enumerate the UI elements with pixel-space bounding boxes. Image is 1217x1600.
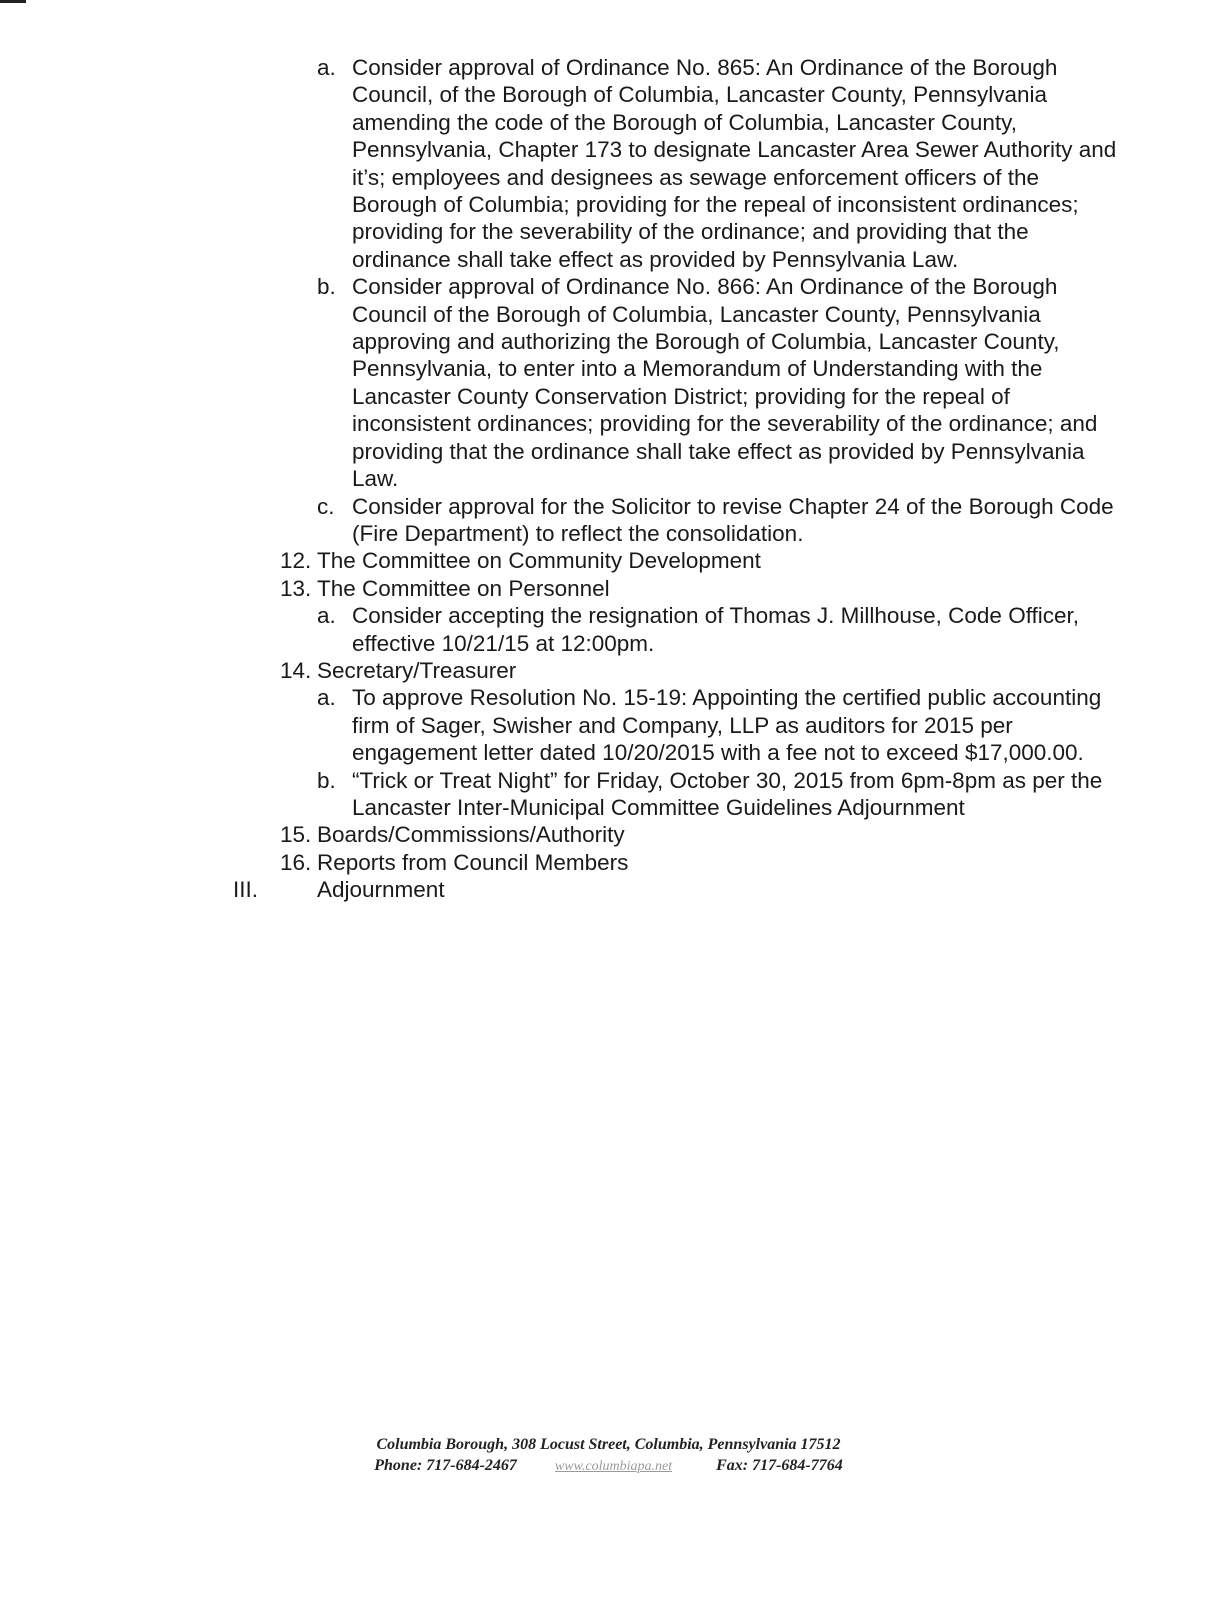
agenda-item-text: To approve Resolution No. 15-19: Appointing the certified public accounting firm of Sager, Swisher and Company, LLP as auditors for 2015 per engagement letter dated 10/20/2015 with a fee not to exceed $17,000.00. xyxy=(352,685,1102,766)
section-title: Adjournment xyxy=(317,877,445,903)
agenda-item-13a xyxy=(0,602,1217,657)
agenda-item-15 xyxy=(0,821,1217,848)
list-marker: a. xyxy=(317,55,336,80)
list-marker: 16. xyxy=(280,849,312,875)
agenda-item-text: Consider accepting the resignation of Thomas J. Millhouse, Code Officer, effective 10/21/15 at 12:00pm. xyxy=(352,603,1080,656)
list-marker: a. xyxy=(317,603,336,629)
list-marker: 14. xyxy=(280,657,312,683)
agenda-item-text: Consider approval for the Solicitor to revise Chapter 24 of the Borough Code (Fire Department) to reflect the consolidation. xyxy=(352,493,1114,546)
agenda-section-adjournment xyxy=(0,876,1217,903)
agenda-item-text: Secretary/Treasurer xyxy=(317,657,517,683)
list-marker: b. xyxy=(317,274,336,300)
roman-numeral-marker: III. xyxy=(233,877,259,903)
footer-address: Columbia Borough, 308 Locust Street, Columbia, Pennsylvania 17512 xyxy=(376,1436,841,1453)
agenda-item-text: Consider approval of Ordinance No. 865: An Ordinance of the Borough Council, of the Borough of Columbia, Lancaster County, Pennsylvania amending the code of the Borough of Columbia, Lancaster County, Pennsylvania, Chapter 173 to designate Lancaster Area Sewer Authority and it’s; employees and designees as sewage enforcement officers of the Borough of Columbia; providing for the repeal of inconsistent ordinances; providing for the severability of the ordinance; and providing that the ordinance shall take effect as provided by Pennsylvania Law. xyxy=(352,55,1117,272)
agenda-item-14b xyxy=(0,767,1217,822)
list-marker: 13. xyxy=(280,575,312,601)
scan-edge-mark xyxy=(0,0,26,3)
agenda-item-text: Reports from Council Members xyxy=(317,849,629,875)
agenda-item-14 xyxy=(0,657,1217,684)
list-marker: b. xyxy=(317,767,336,793)
agenda-item-11c xyxy=(0,493,1217,548)
footer-phone: Phone: 717-684-2467 xyxy=(374,1457,517,1474)
agenda-item-11b xyxy=(0,273,1217,492)
agenda-item-14a xyxy=(0,684,1217,766)
agenda-item-text: The Committee on Community Development xyxy=(317,548,761,574)
agenda-item-text: The Committee on Personnel xyxy=(317,575,610,601)
list-marker: c. xyxy=(317,493,335,519)
list-marker: 12. xyxy=(280,548,312,574)
list-marker: a. xyxy=(317,685,336,711)
footer-contact xyxy=(0,1457,1217,1475)
agenda-item-11a xyxy=(0,54,1217,273)
agenda-item-13 xyxy=(0,575,1217,602)
agenda-item-text: “Trick or Treat Night” for Friday, October 30, 2015 from 6pm-8pm as per the Lancaster Inter-Municipal Committee Guidelines Adjournment xyxy=(352,767,1103,820)
footer-fax: Fax: 717-684-7764 xyxy=(716,1457,843,1474)
agenda-item-12 xyxy=(0,547,1217,574)
agenda-item-text: Consider approval of Ordinance No. 866: An Ordinance of the Borough Council of the Borough of Columbia, Lancaster County, Pennsylvania approving and authorizing the Borough of Columbia, Lancaster County, Pennsylvania, to enter into a Memorandum of Understanding with the Lancaster County Conservation District; providing for the repeal of inconsistent ordinances; providing for the severability of the ordinance; and providing that the ordinance shall take effect as provided by Pennsylvania Law. xyxy=(352,274,1098,492)
footer-website-link[interactable]: www.columbiapa.net xyxy=(554,1459,673,1474)
agenda-item-16 xyxy=(0,849,1217,876)
agenda-list xyxy=(0,54,1217,904)
agenda-item-text: Boards/Commissions/Authority xyxy=(317,822,625,848)
list-marker: 15. xyxy=(280,822,312,848)
